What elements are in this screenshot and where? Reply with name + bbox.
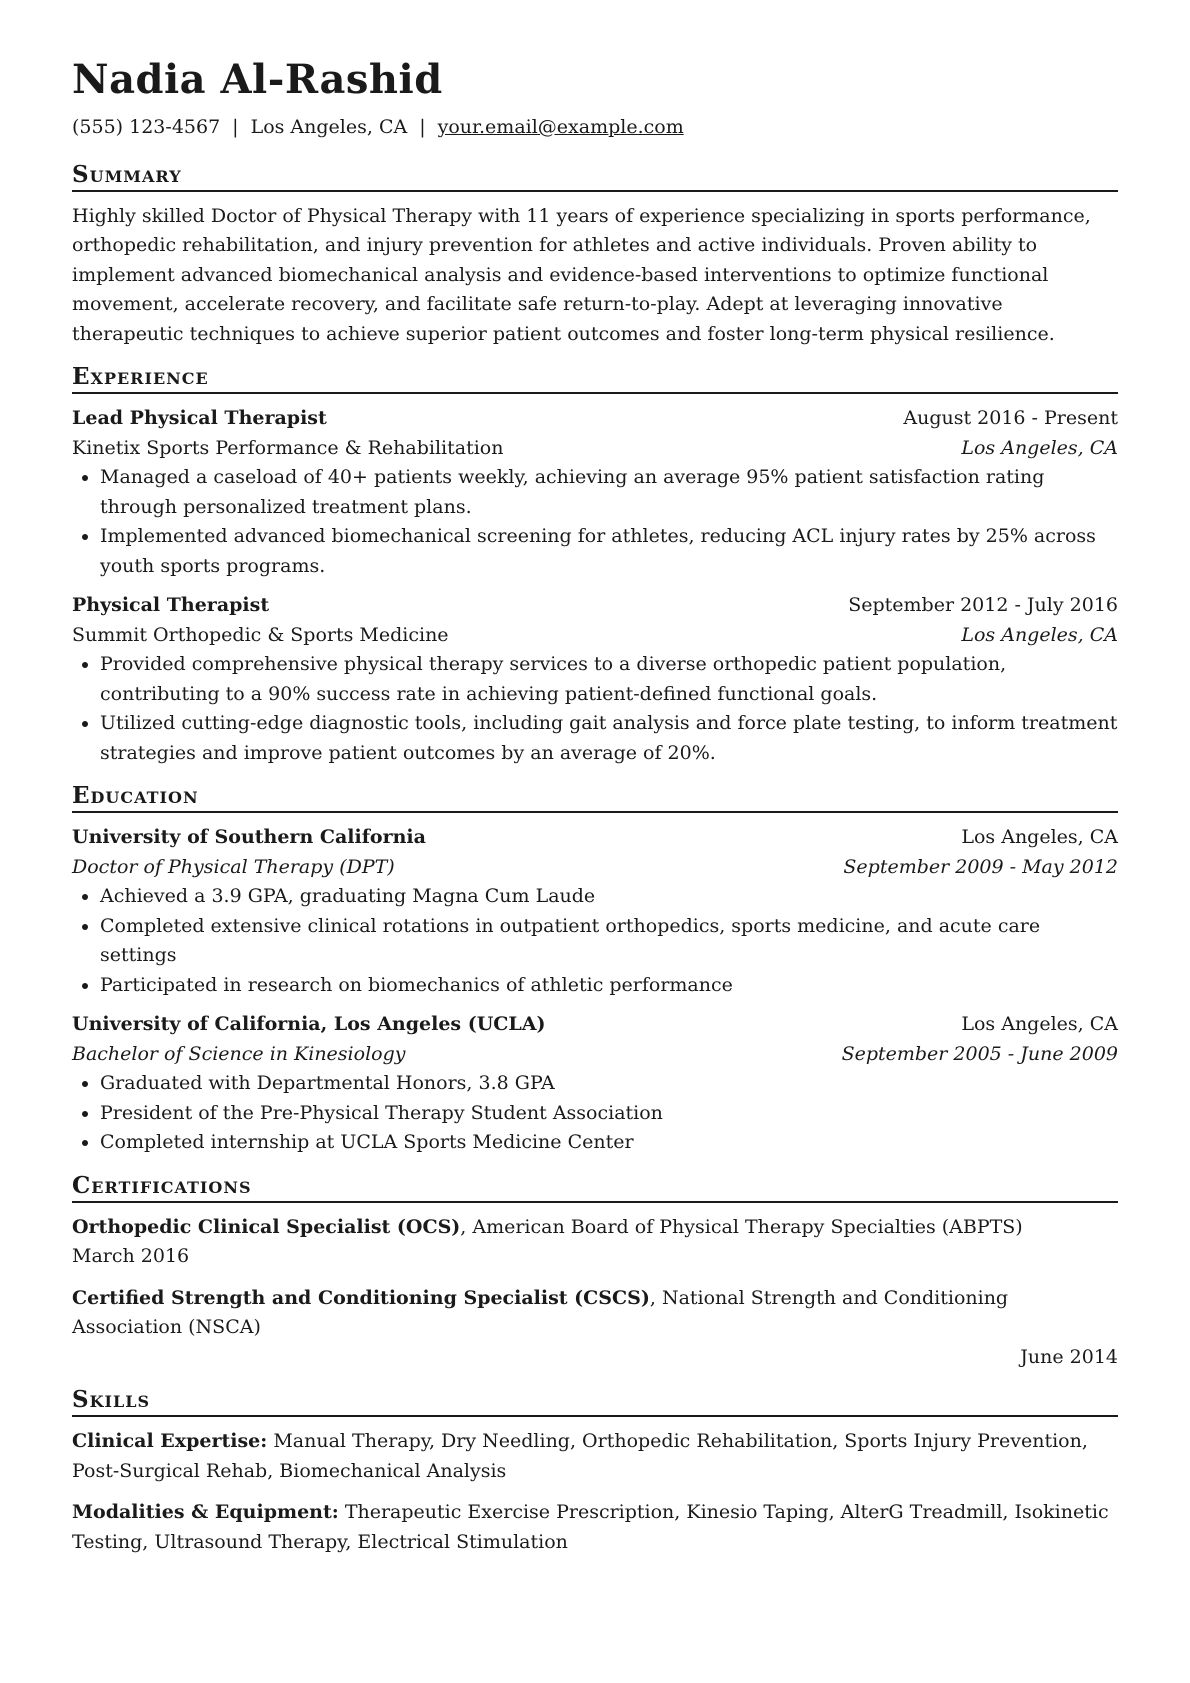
bullet-item: • Implemented advanced biomechanical screening for athletes, reducing ACL injury rates by 25% across youth sports programs. (100, 522, 1118, 581)
section-heading: Experience (72, 363, 1118, 394)
job-title: Lead Physical Therapist (72, 407, 327, 430)
degree-name: Doctor of Physical Therapy (DPT) (72, 855, 395, 878)
education-section (72, 782, 1118, 1158)
job-dates: August 2016 - Present (903, 407, 1118, 430)
bullet-item: • Provided comprehensive physical therapy services to a diverse orthopedic patient population, contributing to a 90% success rate in achieving patient-defined functional goals. (100, 650, 1118, 709)
section-heading: Skills (72, 1386, 1118, 1417)
education-entry (72, 1010, 1118, 1158)
job-title: Physical Therapist (72, 594, 270, 617)
bullet-item: • Completed internship at UCLA Sports Medicine Center (100, 1128, 1118, 1158)
job-dates: September 2012 - July 2016 (848, 594, 1118, 617)
separator: | (419, 116, 426, 138)
bullet-item: • Managed a caseload of 40+ patients weekly, achieving an average 95% patient satisfaction rating through personalized treatment plans. (100, 463, 1118, 522)
certification-name: Orthopedic Clinical Specialist (OCS) (72, 1215, 461, 1238)
experience-section (72, 363, 1118, 768)
section-heading: Certifications (72, 1172, 1118, 1203)
candidate-name: Nadia Al-Rashid (72, 56, 443, 103)
bullet-item: • Graduated with Departmental Honors, 3.8 GPA (100, 1069, 1118, 1099)
certifications-section (72, 1172, 1118, 1373)
skill-label: Modalities & Equipment: (72, 1501, 339, 1524)
degree-name: Bachelor of Science in Kinesiology (72, 1042, 406, 1065)
job-location: Los Angeles, CA (961, 436, 1118, 459)
section-heading: Education (72, 782, 1118, 813)
certification-entry (72, 1213, 1118, 1272)
school-location: Los Angeles, CA (961, 1013, 1118, 1036)
skills-section (72, 1386, 1118, 1557)
company-name: Summit Orthopedic & Sports Medicine (72, 623, 449, 646)
certification-date: June 2014 (1020, 1345, 1118, 1368)
section-heading: Summary (72, 161, 1118, 192)
certification-entry (72, 1284, 1118, 1373)
bullet-item: • President of the Pre-Physical Therapy Student Association (100, 1099, 1118, 1129)
location: Los Angeles, CA (250, 116, 408, 138)
separator: | (232, 116, 239, 138)
bullet-list (72, 882, 1118, 1000)
school-name: University of Southern California (72, 826, 426, 849)
education-dates: September 2005 - June 2009 (841, 1042, 1118, 1065)
job-entry (72, 591, 1118, 768)
job-entry (72, 404, 1118, 581)
skill-value: Manual Therapy, Dry Needling, Orthopedic Rehabilitation, Sports Injury Prevention, Post-Surgical Rehab, Biomechanical Analysis (72, 1430, 1088, 1482)
bullet-list (72, 650, 1118, 768)
bullet-list (72, 1069, 1118, 1158)
bullet-item: • Achieved a 3.9 GPA, graduating Magna Cum Laude (100, 882, 1118, 912)
certification-name: Certified Strength and Conditioning Specialist (CSCS) (72, 1286, 650, 1309)
skill-value: Therapeutic Exercise Prescription, Kinesio Taping, AlterG Treadmill, Isokinetic Testing, Ultrasound Therapy, Electrical Stimulation (72, 1501, 1109, 1553)
education-dates: September 2009 - May 2012 (843, 855, 1118, 878)
summary-text: Highly skilled Doctor of Physical Therapy with 11 years of experience specializing in sports performance, orthopedic rehabilitation, and injury prevention for athletes and active individuals. Proven ability to implement advanced biomechanical analysis and evidence-based interventions to optimize functional movement, accelerate recovery, and facilitate safe return-to-play. Adept at leveraging innovative therapeutic techniques to achieve superior patient outcomes and foster long-term physical resilience. (72, 204, 1091, 345)
skill-entry (72, 1427, 1118, 1486)
school-name: University of California, Los Angeles (UCLA) (72, 1013, 546, 1036)
contact-line (72, 114, 1118, 141)
email-link[interactable]: your.email@example.com (437, 116, 684, 138)
job-location: Los Angeles, CA (961, 623, 1118, 646)
bullet-list (72, 463, 1118, 581)
phone-number: (555) 123-4567 (72, 116, 221, 138)
bullet-item: • Utilized cutting-edge diagnostic tools, including gait analysis and force plate testing, to inform treatment strategies and improve patient outcomes by an average of 20%. (100, 709, 1118, 768)
certification-issuer: , American Board of Physical Therapy Specialties (ABPTS) (460, 1215, 1023, 1238)
certification-date: March 2016 (72, 1245, 190, 1268)
bullet-item: • Completed extensive clinical rotations in outpatient orthopedics, sports medicine, and acute care settings (100, 912, 1118, 971)
certification-issuer: , National Strength and Conditioning Association (NSCA) (72, 1286, 1009, 1339)
education-entry (72, 823, 1118, 1000)
company-name: Kinetix Sports Performance & Rehabilitation (72, 436, 504, 459)
summary-section (72, 161, 1118, 350)
skill-entry (72, 1498, 1118, 1557)
school-location: Los Angeles, CA (961, 826, 1118, 849)
skill-label: Clinical Expertise: (72, 1430, 268, 1453)
bullet-item: • Participated in research on biomechanics of athletic performance (100, 971, 1118, 1001)
